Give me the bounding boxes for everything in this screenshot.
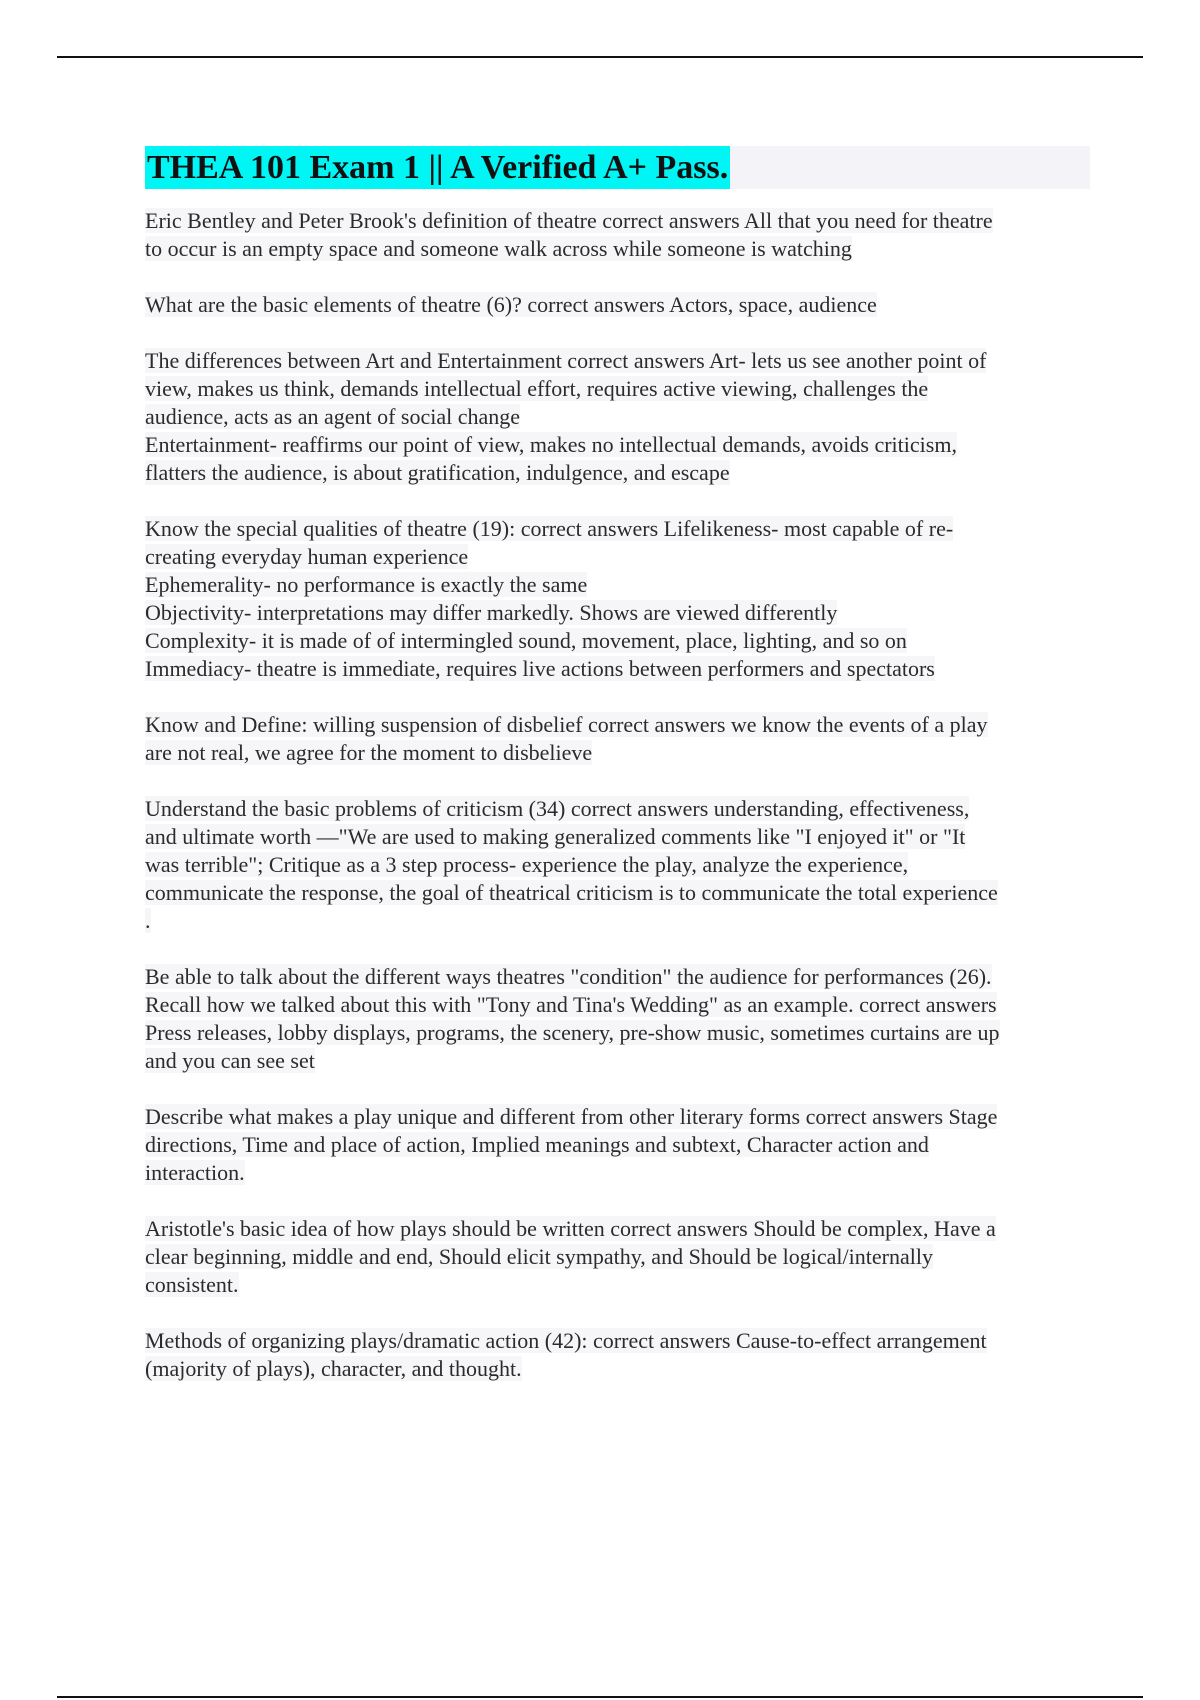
qa-entry-line [145, 347, 1090, 375]
qa-entry-line-text: Recall how we talked about this with "Tony and Tina's Wedding" as an example. correct answers [145, 992, 997, 1017]
qa-entry-line [145, 459, 1090, 487]
qa-entry-line [145, 543, 1090, 571]
qa-entry-line-text: Ephemerality- no performance is exactly the same [145, 572, 588, 597]
qa-entry-line [145, 907, 1090, 935]
qa-entry-line-text: was terrible"; Critique as a 3 step process- experience the play, analyze the experience, [145, 852, 909, 877]
qa-entry-line [145, 1047, 1090, 1075]
qa-entry-line [145, 879, 1090, 907]
title-band [145, 146, 1090, 189]
qa-entry-line-text: Describe what makes a play unique and different from other literary forms correct answers Stage [145, 1104, 998, 1129]
qa-entry-line-text: consistent. [145, 1272, 239, 1297]
qa-entry-line-text: to occur is an empty space and someone walk across while someone is watching [145, 236, 852, 261]
qa-entry-line-text: flatters the audience, is about gratification, indulgence, and escape [145, 460, 730, 485]
qa-entry-line [145, 599, 1090, 627]
qa-entry [145, 963, 1090, 1075]
qa-entry-line-text: directions, Time and place of action, Implied meanings and subtext, Character action and [145, 1132, 929, 1157]
qa-entry [145, 1327, 1090, 1383]
qa-entry [145, 291, 1090, 319]
qa-entry-line [145, 515, 1090, 543]
qa-entry [145, 1103, 1090, 1187]
qa-entry-line-text: clear beginning, middle and end, Should elicit sympathy, and Should be logical/internally [145, 1244, 933, 1269]
qa-entry-line-text: Know the special qualities of theatre (19): correct answers Lifelikeness- most capable of re- [145, 516, 954, 541]
qa-entry-line-text: Be able to talk about the different ways theatres "condition" the audience for performances (26). [145, 964, 992, 989]
qa-entry-line [145, 431, 1090, 459]
qa-entry-line-text: Complexity- it is made of of intermingled sound, movement, place, lighting, and so on [145, 628, 907, 653]
qa-entry-line-text: Understand the basic problems of criticism (34) correct answers understanding, effectiveness, [145, 796, 970, 821]
qa-entry-line [145, 207, 1090, 235]
qa-entry [145, 207, 1090, 263]
qa-entry-line-text: . [145, 908, 151, 933]
qa-entry-line-text: audience, acts as an agent of social change [145, 404, 521, 429]
qa-entry-line [145, 235, 1090, 263]
qa-entry-line-text: Immediacy- theatre is immediate, requires live actions between performers and spectators [145, 656, 935, 681]
qa-entry-line-text: Entertainment- reaffirms our point of view, makes no intellectual demands, avoids criticism, [145, 432, 957, 457]
qa-entry-line [145, 291, 1090, 319]
document-title: THEA 101 Exam 1 || A Verified A+ Pass. [145, 146, 730, 189]
qa-entry-line [145, 655, 1090, 683]
page-top-rule [57, 56, 1143, 58]
qa-entry-line [145, 963, 1090, 991]
qa-entry-line [145, 795, 1090, 823]
qa-entry-line [145, 1355, 1090, 1383]
qa-entry-line-text: Press releases, lobby displays, programs, the scenery, pre-show music, sometimes curtains are up [145, 1020, 1000, 1045]
qa-entry-line [145, 1327, 1090, 1355]
qa-entry-line [145, 403, 1090, 431]
qa-entry-line-text: and ultimate worth —"We are used to making generalized comments like "I enjoyed it" or "It [145, 824, 966, 849]
qa-entry-line [145, 1131, 1090, 1159]
qa-entry-line [145, 1243, 1090, 1271]
qa-list [145, 207, 1090, 1383]
page-bottom-rule [57, 1696, 1143, 1698]
qa-entry-line-text: The differences between Art and Entertainment correct answers Art- lets us see another point of [145, 348, 987, 373]
qa-entry-line [145, 991, 1090, 1019]
qa-entry-line-text: communicate the response, the goal of theatrical criticism is to communicate the total experience [145, 880, 998, 905]
qa-entry-line-text: and you can see set [145, 1048, 315, 1073]
qa-entry [145, 515, 1090, 683]
qa-entry-line-text: Aristotle's basic idea of how plays should be written correct answers Should be complex, Have a [145, 1216, 996, 1241]
qa-entry-line [145, 1159, 1090, 1187]
qa-entry-line-text: creating everyday human experience [145, 544, 469, 569]
qa-entry-line-text: Methods of organizing plays/dramatic action (42): correct answers Cause-to-effect arrangement [145, 1328, 987, 1353]
qa-entry-line-text: Objectivity- interpretations may differ markedly. Shows are viewed differently [145, 600, 838, 625]
qa-entry-line [145, 375, 1090, 403]
qa-entry-line [145, 1019, 1090, 1047]
qa-entry-line [145, 1271, 1090, 1299]
qa-entry-line-text: Eric Bentley and Peter Brook's definition of theatre correct answers All that you need for theatre [145, 208, 993, 233]
qa-entry [145, 795, 1090, 935]
qa-entry-line [145, 823, 1090, 851]
qa-entry-line-text: interaction. [145, 1160, 245, 1185]
qa-entry-line [145, 851, 1090, 879]
qa-entry-line-text: Know and Define: willing suspension of disbelief correct answers we know the events of a play [145, 712, 988, 737]
qa-entry-line-text: (majority of plays), character, and thought. [145, 1356, 522, 1381]
qa-entry-line [145, 1103, 1090, 1131]
qa-entry [145, 347, 1090, 487]
qa-entry-line [145, 739, 1090, 767]
qa-entry [145, 711, 1090, 767]
qa-entry-line [145, 711, 1090, 739]
qa-entry [145, 1215, 1090, 1299]
qa-entry-line [145, 627, 1090, 655]
qa-entry-line [145, 571, 1090, 599]
qa-entry-line-text: view, makes us think, demands intellectual effort, requires active viewing, challenges the [145, 376, 929, 401]
document-body [145, 146, 1090, 1411]
qa-entry-line-text: are not real, we agree for the moment to disbelieve [145, 740, 593, 765]
qa-entry-line [145, 1215, 1090, 1243]
qa-entry-line-text: What are the basic elements of theatre (6)? correct answers Actors, space, audience [145, 292, 877, 317]
